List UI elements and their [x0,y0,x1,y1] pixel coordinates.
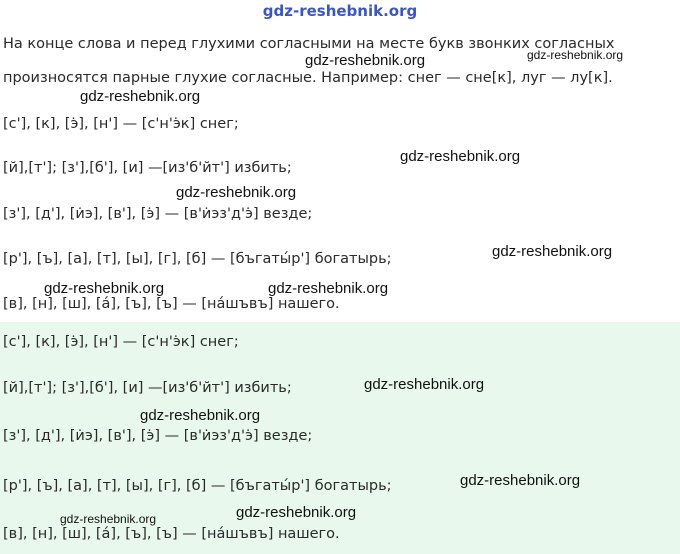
watermark: gdz-reshebnik.org [364,376,485,393]
watermark: gdz-reshebnik.org [140,407,261,424]
watermark: gdz-reshebnik.org [527,48,624,62]
watermark: gdz-reshebnik.org [268,280,389,297]
section1-row-5: [в], [н], [ш], [а́], [ъ], [ъ] — [на́шъвъ] нашего. [3,296,340,312]
watermark: gdz-reshebnik.org [492,243,613,260]
watermark: gdz-reshebnik.org [60,512,157,526]
watermark: gdz-reshebnik.org [400,148,521,165]
intro-line-2: произносятся парные глухие согласные. Например: снег — сне[к], луг — лу[к]. [3,70,613,86]
section1-row-3: [з'], [д'], [и̇э], [в'], [э̇] — [в'и̇эз'д'э̇] везде; [3,206,313,222]
watermark: gdz-reshebnik.org [460,472,581,489]
section2-row-5: [в], [н], [ш], [а́], [ъ], [ъ] — [на́шъвъ] нашего. [3,526,340,542]
watermark: gdz-reshebnik.org [305,52,426,69]
section2-row-1: [с'], [к], [э̇], [н'] — [с'н'э̇к] снег; [3,334,239,350]
site-header[interactable]: gdz-reshebnik.org [262,2,418,20]
intro-line-1: На конце слова и перед глухими согласными на месте букв звонких согласных [3,36,615,52]
watermark: gdz-reshebnik.org [44,280,165,297]
watermark: gdz-reshebnik.org [80,88,201,105]
section2-row-3: [з'], [д'], [и̇э], [в'], [э̇] — [в'и̇эз'д'э̇] везде; [3,428,313,444]
section1-row-4: [р'], [ъ], [а], [т], [ы], [г], [б] — [бъгаты́р'] богатырь; [3,251,392,267]
section1-row-2: [й],[т']; [з'],[б'], [и] —[из'б'йт'] избить; [3,160,292,176]
section1-row-1: [с'], [к], [э̇], [н'] — [с'н'э̇к] снег; [3,116,239,132]
watermark: gdz-reshebnik.org [236,504,357,521]
section2-row-4: [р'], [ъ], [а], [т], [ы], [г], [б] — [бъгаты́р'] богатырь; [3,478,392,494]
watermark: gdz-reshebnik.org [176,184,297,201]
section2-row-2: [й],[т']; [з'],[б'], [и] —[из'б'йт'] избить; [3,380,292,396]
